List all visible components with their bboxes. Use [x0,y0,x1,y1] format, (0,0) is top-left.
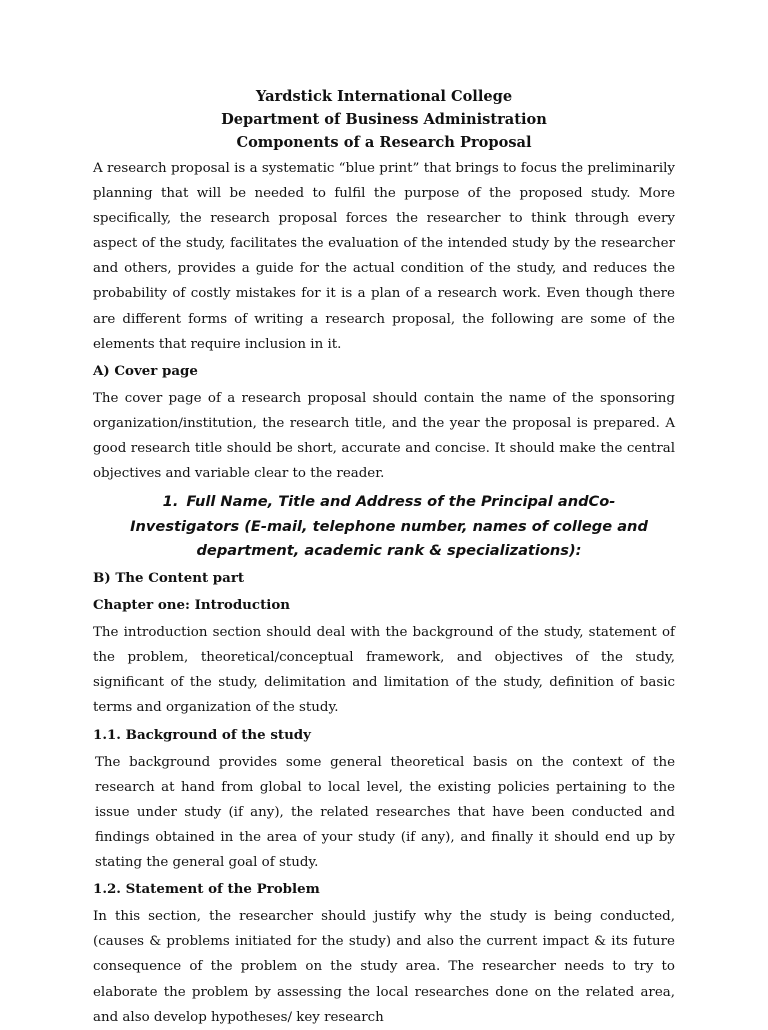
problem-statement-heading: 1.2. Statement of the Problem [93,881,320,898]
cover-page-heading: A) Cover page [93,362,198,379]
intro-paragraph: A research proposal is a systematic “blue print” that brings to focus the preliminarily planning that will be needed to fulfil the purpose of the proposed study. More specifically, the research proposal forces the researcher to think through every aspect of the study, facilitates the evaluation of the intended study by the researcher and others, provides a guide for the actual condition of the study, and reduces the probability of costly mistakes for it is a plan of a research work. Even though there are different forms of writing a research proposal, the following are some of the elements that require inclusion in it. [93,161,675,352]
chapter-one-heading: Chapter one: Introduction [93,597,291,614]
introduction-paragraph: The introduction section should deal with the background of the study, statement of the problem, theoretical/conceptual framework, and objectives of the study, significant of the study, delimitation and limitation of the study, definition of basic terms and organization of the study. [93,625,675,716]
document-page [93,85,675,1030]
numbered-item-marker: 1. [162,493,179,511]
background-heading: 1.1. Background of the study [93,726,311,743]
college-name: Yardstick International College [255,88,513,105]
background-paragraph: The background provides some general theoretical basis on the context of the research at hand from global to local level, the existing policies pertaining to the issue under study (if any), the related researches that have been conducted and findings obtained in the area of your study (if any), and finally it should end up by stating the general goal of study. [95,754,675,871]
numbered-item [93,490,675,564]
problem-statement-paragraph: In this section, the researcher should justify why the study is being conducted, (causes & problems initiated for the study) and also the current impact & its future consequence of the problem on the study area. The researcher needs to try to elaborate the problem by assessing the local researches done on the related area, and also develop hypotheses/ key research [93,909,675,1025]
cover-page-paragraph: The cover page of a research proposal should contain the name of the sponsoring organization/institution, the research title, and the year the proposal is prepared. A good research title should be short, accurate and concise. It should make the central objectives and variable clear to the reader. [93,390,675,482]
department-name: Department of Business Administration [221,111,547,128]
document-title: Components of a Research Proposal [236,134,532,151]
document-title-block [93,85,675,154]
content-part-heading: B) The Content part [93,570,245,586]
numbered-item-text: Full Name, Title and Address of the Principal andCo-Investigators (E-mail, telephone number, names of college and department, academic rank & specializations): [130,493,648,560]
